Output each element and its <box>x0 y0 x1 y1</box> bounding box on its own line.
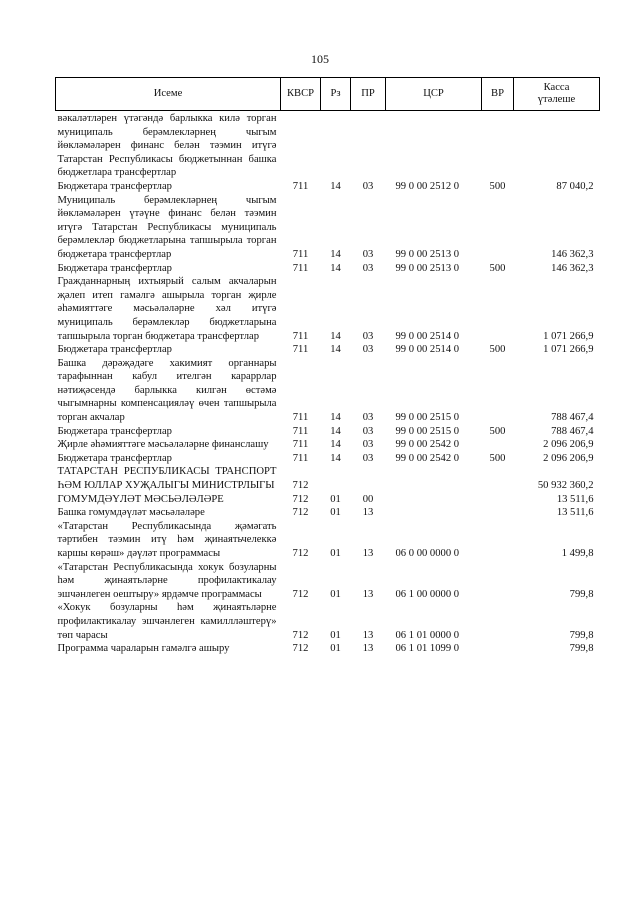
cell-vr <box>482 111 514 180</box>
cell-name: Җирле әһәмияттәге мәсьәләләрне финанслашу <box>57 439 269 451</box>
cell-csr: 99 0 00 2513 0 <box>395 248 460 260</box>
cell-vr: 500 <box>489 180 506 192</box>
cell-name: Бюджетара трансфертлар <box>57 180 172 192</box>
cell-rz: 14 <box>330 452 341 464</box>
cell-csr <box>386 465 482 492</box>
cell-csr: 99 0 00 2512 0 <box>395 180 460 192</box>
cell-name: ГОМУМДӘҮЛӘТ МӘСЬӘЛӘЛӘРЕ <box>57 493 224 505</box>
cell-name: ТАТАРСТАН РЕСПУБЛИКАСЫ ТРАНСПОРТ ҺӘМ ЮЛЛАР ХУҖАЛЫГЫ МИНИСТРЛЫГЫ <box>57 466 277 492</box>
cell-vr <box>482 520 514 561</box>
cell-csr: 99 0 00 2515 0 <box>395 425 460 437</box>
cell-name: «Татарстан Республикасында хокук бозуларны һәм җинаятьләрне профилактикалау эшчәнлеген оештыру» ярдәмче программасы <box>57 561 277 600</box>
cell-rz: 14 <box>330 262 341 274</box>
cell-kvsr: 712 <box>292 629 309 641</box>
cell-pr: 03 <box>362 248 374 260</box>
cell-name: Бюджетара трансфертлар <box>57 344 172 356</box>
table-row <box>56 180 600 194</box>
cell-amount: 13 511,6 <box>556 507 594 519</box>
cell-rz: 01 <box>330 548 341 559</box>
cell-amount: 1 071 266,9 <box>543 344 594 356</box>
page-number: 105 <box>311 52 329 66</box>
cell-amount: 799,8 <box>569 629 594 641</box>
cell-rz: 14 <box>330 425 341 437</box>
cell-kvsr: 711 <box>292 180 309 192</box>
cell-rz: 14 <box>330 330 341 342</box>
cell-vr <box>482 275 514 343</box>
cell-pr: 13 <box>362 588 374 600</box>
cell-csr: 06 1 00 0000 0 <box>395 588 460 600</box>
cell-name: вәкаләтләрен үтәгәндә барлыкка килә торган муниципаль берәмлекләрнең чыгым йөкләмәләрен финанс белән тәэмин итүгә Татарстан Республикасы бюджетыннан башка бюджетлара трансфертлар <box>57 113 277 179</box>
cell-pr: 13 <box>362 643 374 655</box>
table-row <box>56 425 600 439</box>
cell-csr: 99 0 00 2515 0 <box>395 412 460 424</box>
cell-amount: 2 096 206,9 <box>543 452 594 464</box>
cell-amount: 146 362,3 <box>551 262 594 274</box>
cell-rz: 14 <box>330 180 341 192</box>
cell-kvsr: 711 <box>292 262 309 274</box>
cell-kvsr: 711 <box>292 452 309 464</box>
cell-pr: 00 <box>362 493 374 505</box>
cell-amount: 146 362,3 <box>551 248 594 260</box>
header-pr: ПР <box>351 78 386 111</box>
cell-kvsr: 712 <box>292 493 309 505</box>
header-csr: ЦСР <box>386 78 482 111</box>
cell-amount <box>514 111 600 180</box>
cell-csr: 99 0 00 2514 0 <box>395 344 460 356</box>
header-kassa <box>514 78 600 111</box>
cell-rz: 01 <box>330 588 341 600</box>
cell-csr: 06 1 01 0000 0 <box>395 629 460 641</box>
cell-name: Бюджетара трансфертлар <box>57 452 172 464</box>
cell-csr: 99 0 00 2513 0 <box>395 262 460 274</box>
table-row <box>56 601 600 642</box>
cell-kvsr: 712 <box>292 588 309 600</box>
table-row <box>56 465 600 492</box>
cell-csr: 99 0 00 2542 0 <box>395 439 460 451</box>
cell-csr <box>386 493 482 507</box>
cell-vr <box>482 561 514 602</box>
cell-rz: 14 <box>330 439 341 451</box>
cell-pr: 03 <box>362 452 374 464</box>
cell-kvsr <box>281 111 321 180</box>
cell-amount: 799,8 <box>569 643 594 655</box>
cell-rz: 01 <box>330 629 341 641</box>
table-row <box>56 438 600 452</box>
table-row <box>56 262 600 276</box>
header-rz: Рз <box>321 78 351 111</box>
cell-name: Башка гомумдәүләт мәсьәләләре <box>57 507 205 519</box>
cell-amount: 1 499,8 <box>561 548 594 559</box>
cell-csr: 06 0 00 0000 0 <box>395 548 460 559</box>
cell-pr: 03 <box>362 180 374 192</box>
cell-kvsr: 711 <box>292 344 309 356</box>
cell-name: Бюджетара трансфертлар <box>57 425 172 437</box>
cell-kvsr: 711 <box>292 248 309 260</box>
table-row <box>56 357 600 425</box>
cell-pr: 13 <box>362 507 374 519</box>
cell-vr <box>482 357 514 425</box>
cell-pr: 03 <box>362 344 374 356</box>
cell-name: «Хокук бозуларны һәм җинаятьләрне профилактикалау эшчәнлеген камиллләштерү» төп чарасы <box>57 602 277 641</box>
cell-amount: 1 071 266,9 <box>543 330 594 342</box>
cell-pr <box>351 465 386 492</box>
table-row <box>56 520 600 561</box>
cell-pr: 03 <box>362 330 374 342</box>
cell-vr <box>482 465 514 492</box>
cell-amount: 13 511,6 <box>556 493 594 505</box>
table-row <box>56 275 600 343</box>
cell-amount: 799,8 <box>569 588 594 600</box>
cell-rz: 14 <box>330 412 341 424</box>
table-row <box>56 194 600 262</box>
cell-csr: 99 0 00 2514 0 <box>395 330 460 342</box>
table-row <box>56 506 600 520</box>
cell-pr: 03 <box>362 439 374 451</box>
cell-kvsr: 712 <box>292 548 309 559</box>
cell-vr <box>482 642 514 656</box>
cell-amount: 50 932 360,2 <box>537 480 594 492</box>
cell-vr: 500 <box>489 452 506 464</box>
cell-pr: 03 <box>362 262 374 274</box>
header-kvsr: КВСР <box>281 78 321 111</box>
cell-rz: 14 <box>330 248 341 260</box>
cell-csr: 06 1 01 1099 0 <box>395 643 460 655</box>
header-vr: ВР <box>482 78 514 111</box>
table-row <box>56 343 600 357</box>
cell-rz: 14 <box>330 344 341 356</box>
table-body <box>56 111 600 656</box>
cell-vr <box>482 601 514 642</box>
cell-amount: 2 096 206,9 <box>543 439 594 451</box>
cell-kvsr: 711 <box>292 439 309 451</box>
table-row <box>56 493 600 507</box>
cell-amount: 788 467,4 <box>551 425 594 437</box>
cell-name: Башка дәрәҗәдәге хакимият органнары тарафыннан кабул ителгән караррлар нәтиҗәсендә барлыкка килгән өстәмә чыгымнарны компенсацияләү өчен тапшырыла торган акчалар <box>57 357 277 424</box>
cell-csr <box>386 506 482 520</box>
cell-vr: 500 <box>489 425 506 437</box>
cell-vr <box>482 438 514 452</box>
cell-rz: 01 <box>330 493 341 505</box>
cell-pr: 13 <box>362 548 374 559</box>
cell-name: Муниципаль берәмлекләрнең чыгым йөкләмәләрен үтәүне финанс белән тәэмин итүгә Татарстан Республикасы муниципаль берәмлекләр бюджетларына тапшырыла торган бюджетара трансфертлар <box>57 194 277 260</box>
cell-kvsr: 712 <box>292 643 309 655</box>
cell-vr <box>482 493 514 507</box>
cell-kvsr: 711 <box>292 412 309 424</box>
cell-pr: 13 <box>362 629 374 641</box>
cell-rz: 01 <box>330 507 341 519</box>
budget-table <box>55 77 600 656</box>
cell-vr <box>482 506 514 520</box>
cell-kvsr: 712 <box>292 507 309 519</box>
header-kassa-line2: үтәлеше <box>537 94 576 105</box>
cell-kvsr: 711 <box>292 425 309 437</box>
table-row <box>56 111 600 180</box>
cell-amount: 87 040,2 <box>556 180 594 192</box>
table-header-row <box>56 78 600 111</box>
cell-rz <box>321 111 351 180</box>
cell-pr: 03 <box>362 412 374 424</box>
cell-name: Программа чараларын гамәлгә ашыру <box>57 643 230 655</box>
cell-pr: 03 <box>362 425 374 437</box>
cell-csr <box>386 111 482 180</box>
table-row <box>56 642 600 656</box>
table-row <box>56 452 600 466</box>
cell-rz: 01 <box>330 643 341 655</box>
cell-name: Бюджетара трансфертлар <box>57 262 172 274</box>
table-row <box>56 561 600 602</box>
cell-kvsr: 711 <box>292 330 309 342</box>
header-kassa-line1: Касса <box>543 82 570 93</box>
cell-csr: 99 0 00 2542 0 <box>395 452 460 464</box>
cell-vr: 500 <box>489 262 506 274</box>
cell-rz <box>321 465 351 492</box>
cell-kvsr: 712 <box>292 480 309 492</box>
cell-name: Гражданнарның ихтыярый салым акчаларын җәлеп итеп гамәлгә ашырыла торган җирле әһәмияттәге мәсьәләләрне хәл итүгә муниципаль берәмлекләр бюджетларына тапшырыла торган бюджетара трансфертлар <box>57 276 277 342</box>
cell-pr <box>351 111 386 180</box>
cell-vr: 500 <box>489 344 506 356</box>
cell-name: «Татарстан Республикасында җәмәгать тәртибен тәэмин итү һәм җинаятьчелеккә каршы көрәш» дәүләт программасы <box>57 520 277 559</box>
cell-amount: 788 467,4 <box>551 412 594 424</box>
cell-vr <box>482 194 514 262</box>
header-name: Исеме <box>56 78 281 111</box>
